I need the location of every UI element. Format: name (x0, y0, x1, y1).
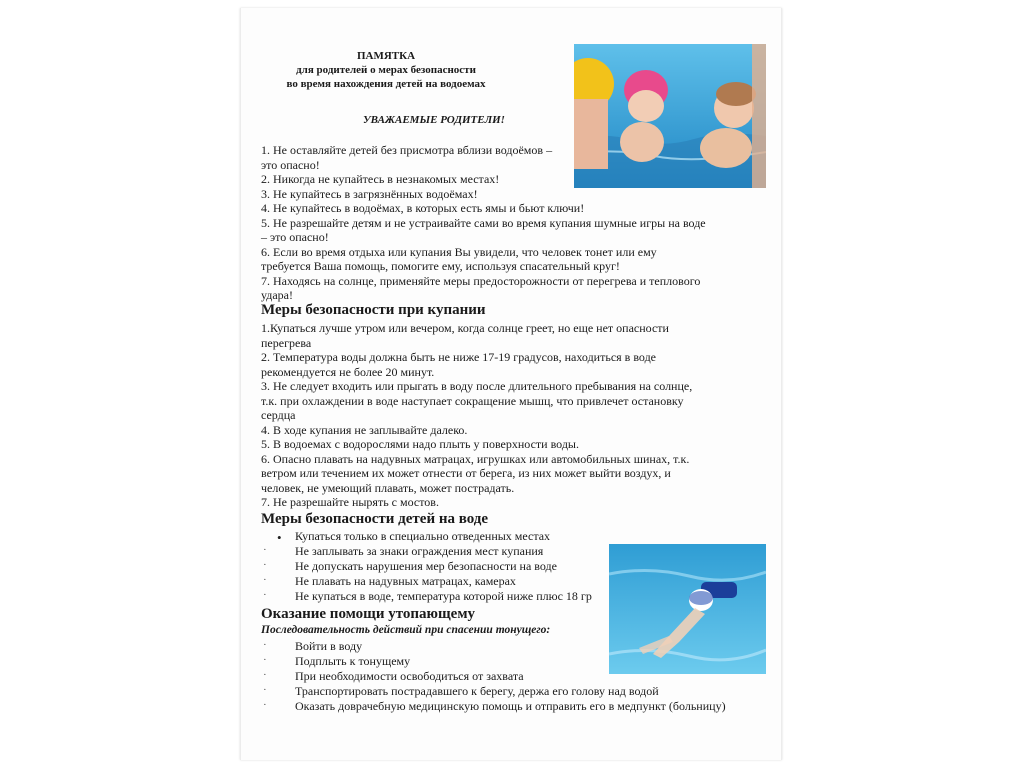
help-bullet: Подплыть к тонущему (295, 654, 411, 668)
bullet-mark: · (263, 669, 267, 681)
bathing-line: т.к. при охлаждении в воде наступает сокращение мышц, что привлечет остановку (261, 394, 684, 408)
bathing-line: 5. В водоемах с водорослями надо плыть у поверхности воды. (261, 437, 579, 451)
bathing-line: 6. Опасно плавать на надувных матрацах, игрушках или автомобильных шинах, т.к. (261, 452, 690, 466)
bathing-line: ветром или течением их может отнести от берега, из них может выйти воздух, и (261, 466, 671, 480)
bullet-mark: · (263, 574, 267, 586)
child-swimming-photo (609, 544, 766, 674)
help-subheading: Последовательность действий при спасении тонущего: (261, 624, 551, 636)
bathing-line: 2. Температура воды должна быть не ниже 17-19 градусов, находиться в воде (261, 350, 656, 364)
rule-line: удара! (261, 288, 293, 302)
help-bullet: Транспортировать пострадавшего к берегу, держа его голову над водой (295, 684, 659, 698)
help-heading: Оказание помощи утопающему (261, 606, 476, 622)
help-bullet: Оказать доврачебную медицинскую помощь и отправить его в медпункт (больницу) (295, 699, 726, 713)
children-heading: Меры безопасности детей на воде (261, 511, 489, 527)
bathing-line: рекомендуется не более 20 минут. (261, 365, 435, 379)
children-bullet: Не купаться в воде, температура которой ниже плюс 18 гр (295, 589, 592, 603)
greeting: УВАЖАЕМЫЕ РОДИТЕЛИ! (363, 114, 505, 126)
rule-line: 1. Не оставляйте детей без присмотра вблизи водоёмов – (261, 143, 553, 157)
bullet-mark: · (263, 699, 267, 711)
bathing-line: 3. Не следует входить или прыгать в воду после длительного пребывания на солнце, (261, 379, 693, 393)
bathing-line: 7. Не разрешайте нырять с мостов. (261, 495, 439, 509)
bullet-mark: · (263, 559, 267, 571)
bullet-mark: · (263, 589, 267, 601)
bullet-mark: · (263, 639, 267, 651)
bathing-heading: Меры безопасности при купании (261, 302, 486, 318)
rule-line: 6. Если во время отдыха или купания Вы увидели, что человек тонет или ему (261, 245, 657, 259)
rule-line: 4. Не купайтесь в водоёмах, в которых есть ямы и бьют ключи! (261, 201, 585, 215)
rule-line: 2. Никогда не купайтесь в незнакомых местах! (261, 172, 500, 186)
memo-subtitle-2: во время нахождения детей на водоемах (286, 78, 486, 90)
rule-line: 7. Находясь на солнце, применяйте меры предосторожности от перегрева и теплового (261, 274, 701, 288)
bathing-line: 1.Купаться лучше утром или вечером, когда солнце греет, но еще нет опасности (261, 321, 669, 335)
children-bullet: Не допускать нарушения мер безопасности на воде (295, 559, 557, 573)
help-bullet: Войти в воду (295, 639, 363, 653)
rule-line: требуется Ваша помощь, помогите ему, используя спасательный круг! (261, 259, 620, 273)
children-bullet: Не заплывать за знаки ограждения мест купания (295, 544, 544, 558)
rule-line: – это опасно! (261, 230, 329, 244)
children-bullet: Не плавать на надувных матрацах, камерах (295, 574, 516, 588)
bathing-line: перегрева (261, 336, 312, 350)
bullet-mark: · (263, 544, 267, 556)
rule-line: 5. Не разрешайте детям и не устраивайте сами во время купания шумные игры на воде (261, 216, 706, 230)
bathing-line: сердца (261, 408, 296, 422)
rule-line: 3. Не купайтесь в загрязнённых водоёмах! (261, 187, 478, 201)
memo-subtitle-1: для родителей о мерах безопасности (296, 64, 476, 76)
bullet-mark: · (263, 654, 267, 666)
bathing-line: человек, не умеющий плавать, может пострадать. (261, 481, 515, 495)
help-bullet: При необходимости освободиться от захвата (295, 669, 524, 683)
rule-line: это опасно! (261, 158, 320, 172)
children-bullet: Купаться только в специально отведенных местах (295, 529, 551, 543)
bullet-mark: · (263, 684, 267, 696)
bathing-line: 4. В ходе купания не заплывайте далеко. (261, 423, 468, 437)
pool-babies-photo (574, 44, 766, 188)
document-page (240, 8, 782, 760)
memo-title: ПАМЯТКА (356, 50, 416, 62)
bullet-mark: • (277, 530, 282, 545)
